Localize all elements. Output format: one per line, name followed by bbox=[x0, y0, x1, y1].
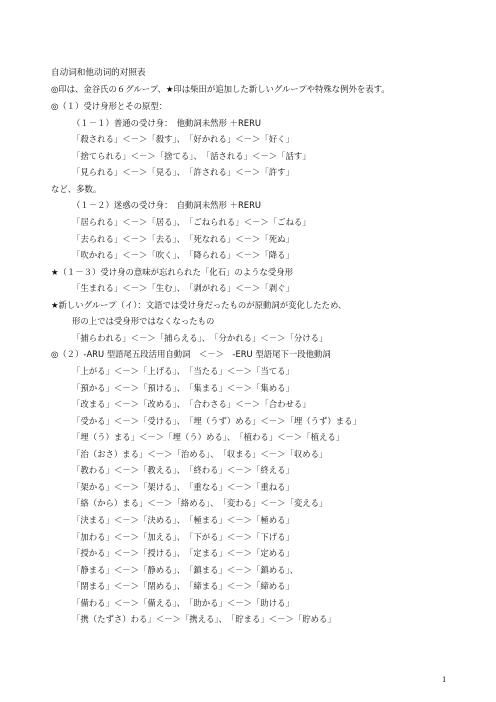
text-line: 「預かる」＜－＞「預ける」、 「集まる」＜－＞「集める」 bbox=[72, 383, 294, 393]
text-line: 形の上では受身形ではなくなったもの bbox=[72, 316, 215, 326]
text-line: 「上がる」＜－＞「上げる」、 「当たる」＜－＞「当てる」 bbox=[72, 366, 294, 376]
page-number: 1 bbox=[442, 676, 447, 684]
legend-note: ◎印は、金谷氏の６グループ、★印は柴田が追加した新しいグループや特殊な例外を表す。 bbox=[51, 84, 390, 94]
text-line: 「吹かれる」＜－＞「吹く」、 「降られる」＜－＞「降る」 bbox=[72, 250, 294, 260]
text-line: 「見られる」＜－＞「見る」、 「許される」＜－＞「許す」 bbox=[72, 167, 294, 177]
text-line: 「受かる」＜－＞「受ける」、 「埋（うず）める」＜－＞「埋（うず）まる」 bbox=[72, 416, 361, 426]
section-heading: ★（１－３）受け身の意味が忘れられた「化石」のような受身形 bbox=[51, 267, 294, 277]
text-line: 「改まる」＜－＞「改める」、 「合わさる」＜－＞「合わせる」 bbox=[72, 399, 311, 409]
text-line: 「捕らわれる」＜－＞「捕らえる」、 「分かれる」＜－＞「分ける」 bbox=[72, 333, 328, 343]
text-line: 「捨てられる」＜－＞「捨てる」、 「話される」＜－＞「話す」 bbox=[72, 151, 311, 161]
text-line: 「備わる」＜－＞「備える」、 「助かる」＜－＞「助ける」 bbox=[72, 598, 294, 608]
section-heading: ★新しいグループ（イ）：文語では受け身だったものが原動詞が変化したため、 bbox=[51, 300, 347, 310]
text-line: 「去られる」＜－＞「去る」、 「死なれる」＜－＞「死ぬ」 bbox=[72, 234, 294, 244]
text-line: 「教わる」＜－＞「教える」、 「終わる」＜－＞「終える」 bbox=[72, 465, 294, 475]
text-line: 「授かる」＜－＞「授ける」、 「定まる」＜－＞「定める」 bbox=[72, 548, 294, 558]
subsection-heading: （１－２）迷惑の受け身： 自動詞未然形 ＋RERU bbox=[72, 200, 262, 210]
text-line: 「絡（から）まる」＜－＞「絡める」、 「変わる」＜－＞「変える」 bbox=[72, 498, 328, 508]
text-line: 「決まる」＜－＞「決める」、 「極まる」＜－＞「極める」 bbox=[72, 515, 294, 525]
text-line: 「閉まる」＜－＞「閉める」、 「締まる」＜－＞「締める」 bbox=[72, 581, 294, 591]
text-line: 「居られる」＜－＞「居る」、 「ごねられる」＜－＞「ごねる」 bbox=[72, 217, 311, 227]
text-line: 「治（おさ）まる」＜－＞「治める」、 「収まる」＜－＞「収める」 bbox=[72, 449, 328, 459]
text-line: など、多数。 bbox=[51, 184, 102, 194]
section-heading: ◎（１）受け身形とその原型： bbox=[51, 101, 168, 111]
text-line: 「架かる」＜－＞「架ける」、 「重なる」＜－＞「重ねる」 bbox=[72, 482, 294, 492]
text-line: 「生まれる」＜－＞「生む」、 「剥がれる」＜－＞「剥ぐ」 bbox=[72, 283, 294, 293]
text-line: 「殺される」＜－＞「殺す」、 「好かれる」＜－＞「好く」 bbox=[72, 134, 294, 144]
text-line: 「静まる」＜－＞「静める」、 「鎮まる」＜－＞「鎮める」、 bbox=[72, 565, 299, 575]
document-title: 自动词和他动词的对照表 bbox=[51, 68, 146, 78]
text-line: 「加わる」＜－＞「加える」、 「下がる」＜－＞「下げる」 bbox=[72, 532, 294, 542]
subsection-heading: （１－１）普通の受け身： 他動詞未然形 ＋RERU bbox=[72, 118, 262, 128]
text-line: 「携（たずさ）わる」＜－＞「携える」、 「貯まる」＜－＞「貯める」 bbox=[72, 614, 336, 624]
text-line: 「埋（う）まる」＜－＞「埋（う）める」、 「植わる」＜－＞「植える」 bbox=[72, 432, 345, 442]
section-heading: ◎（２）-ARU 型語尾五段活用自動詞 ＜－＞ -ERU 型語尾下一段他動詞 bbox=[51, 349, 331, 359]
